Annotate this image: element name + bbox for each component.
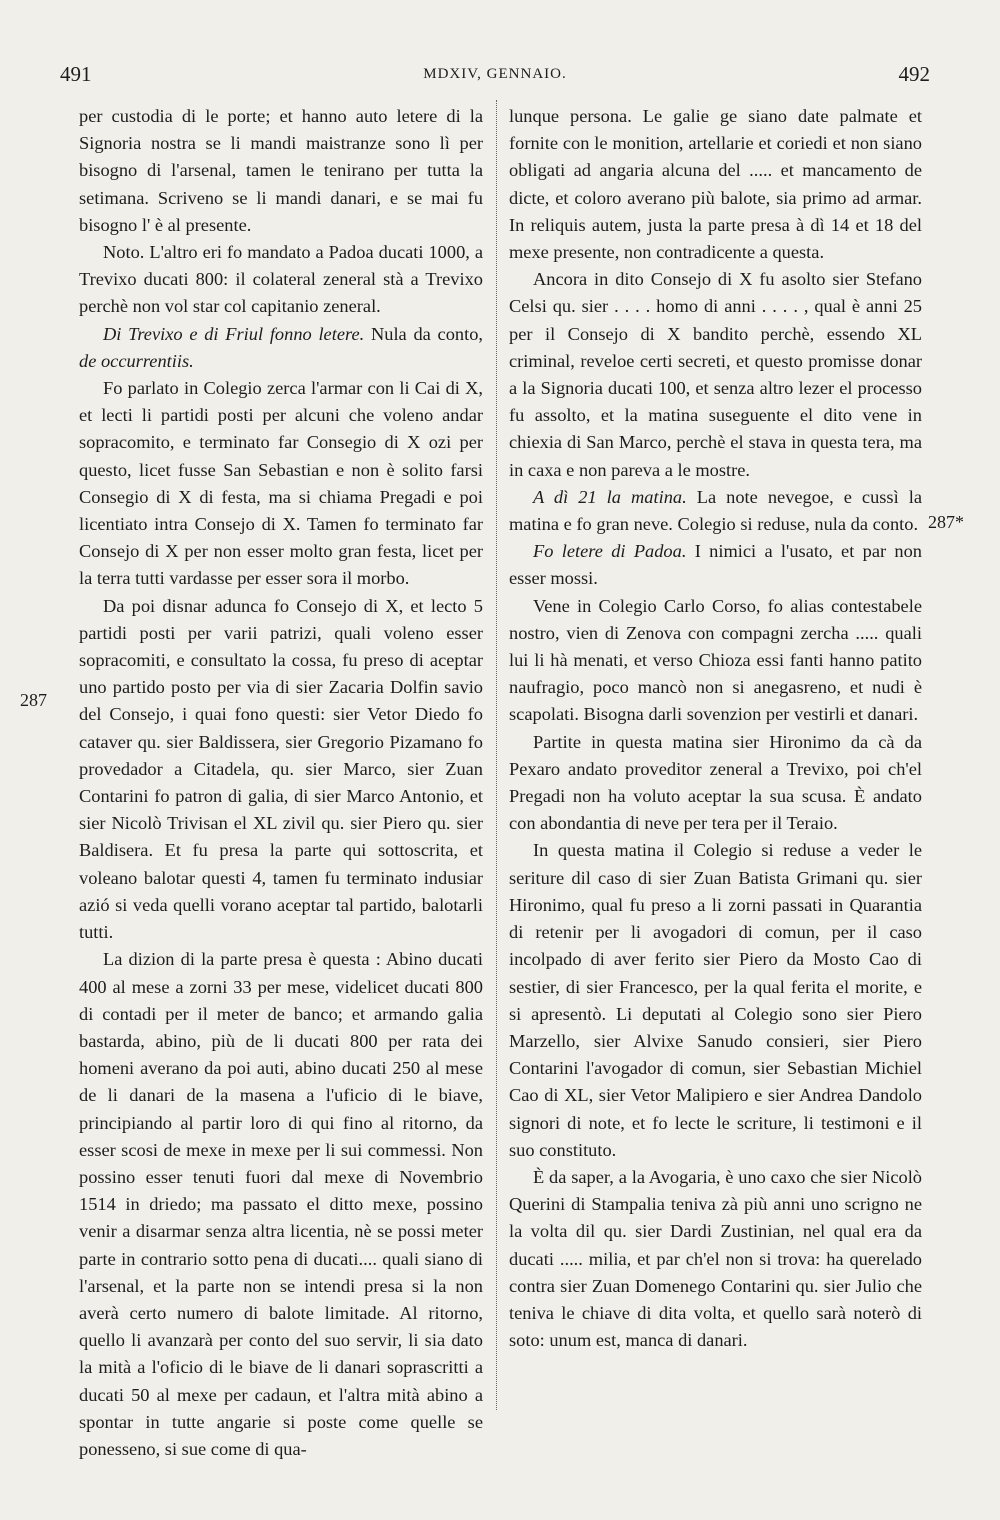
page-number-right: 492 bbox=[898, 62, 930, 86]
paragraph: Ancora in dito Consejo di X fu asolto sier Stefano Celsi qu. sier . . . . homo di anni . . . . , qual è anni 25 per il Consejo di X bandito perchè, essendo XL criminal, reveloe certi secreti, et questo promisse donar a la Signoria ducati 100, et senza altro lezer el processo fu assolto, et la matina suseguente el dito vene in chiexia di San Marco, perchè el stava in questa tera, ma in caxa e non pareva a le mostre. bbox=[509, 269, 922, 480]
paragraph-text: Nula da conto, bbox=[364, 323, 484, 344]
paragraph: Fo parlato in Colegio zerca l'armar con li Cai di X, et lecti li partidi posti per alcuni che voleno andar sopracomito, e terminato far Consegio di X ozi per questo, licet fusse San Sebastian e non è solito farsi Consegio di X di festa, ma si chiama Pregadi e poi licentiato intra Consejo di X. Tamen fo terminato far Consejo di X per non esser molto gran festa, licet per la terra tutti vardasse per esser sora il morbo. bbox=[79, 378, 483, 589]
page-header bbox=[60, 62, 930, 92]
paragraph-text: La note nevegoe, e cussì la matina e fo gran neve. Colegio si reduse, nula da conto. bbox=[509, 486, 922, 535]
paragraph: Da poi disnar adunca fo Consejo di X, et lecto 5 partidi posti per varii patrizi, quali voleno esser sopracomiti, e consultato la cossa, fu preso di aceptar uno partido posto per via di sier Zacaria Dolfin savio del Consejo, i quai fono questi: sier Vetor Diedo fo cataver qu. sier Baldissera, sier Gregorio Pizamano fo provedador a Citadela, qu. sier Marco, sier Zuan Contarini fo patron di galia, di sier Marco Antonio, et sier Nicolò Trivisan el XL zivil qu. sier Piero qu. sier Baldisera. Et fu presa la parte qui sottoscrita, et voleano balotar questi 4, tamen fu terminato indusiar azió si veda quelli vorano aceptar tal partido, balotarli tutti. bbox=[79, 595, 483, 943]
paragraph: Noto. L'altro eri fo mandato a Padoa ducati 1000, a Trevixo ducati 800: il colateral zeneral stà a Trevixo perchè non vol star col capitanio zeneral. bbox=[79, 242, 483, 317]
column-divider bbox=[496, 100, 497, 1410]
page-number-left: 491 bbox=[60, 62, 92, 86]
right-column bbox=[509, 103, 922, 1354]
paragraph-text: I nimici a l'usato, et par non esser mossi. bbox=[509, 541, 922, 589]
paragraph: per custodia di le porte; et hanno auto letere di la Signoria nostra se li mandi maistranze sono lì per bisogno di l'arsenal, tamen le tenirano per tutta la setimana. Scriveno se li mandi danari, e se mai fu bisogno l' è al presente. bbox=[79, 106, 483, 235]
margin-note-left: 287 bbox=[20, 690, 47, 710]
running-title: MDXIV, GENNAIO. bbox=[423, 66, 567, 82]
margin-note-right: 287* bbox=[928, 512, 964, 532]
paragraph: La dizion di la parte presa è questa : Abino ducati 400 al mese a zorni 33 per mese, videlicet ducati 800 di contadi per il meter de banco; et armando galia bastarda, abino, più de li ducati 800 per rata dei homeni averano da poi auti, abino ducati 250 al mese de li danari de la masena a l'uficio di le biave, principiando al partir loro di qui fino al ritorno, da esser scosi de mexe in mexe per li sui commessi. Non possino esser tenuti fuori dal mexe di Novembrio 1514 in driedo; ma passato el ditto mexe, possino venir a disarmar senza altra licentia, nè se possi meter parte in contrario sotto pena di ducati.... quali siano di l'arsenal, et la parte non se intendi presa si la non averà certo numero di balote limitade. Al ritorno, quello li avanzarà per conto del suo servir, li sia dato la mità a l'oficio di le biave de li danari soprascritti a ducati 50 al mexe per cadaun, et l'altra mità abino a spontar in tutte angarie si poste come quelle se ponesseno, si sue come di qua- bbox=[79, 949, 483, 1459]
paragraph: In questa matina il Colegio si reduse a veder le seriture dil caso di sier Zuan Batista Grimani qu. sier Hironimo, qual fu preso a li zorni passati in Quarantia di retenir per li avogadori di comun, per il caso incolpado di aver ferito sier Piero da Mosto Cao di sestier, di sier Francesco, per la qual ferita el morite, e si apresentò. Li deputati al Colegio sono sier Piero Marzello, sier Alvixe Sanudo consieri, sier Piero Contarini l'avogador di comun, sier Sebastian Michiel Cao di XL, sier Vetor Malipiero e sier Andrea Dandolo signori di note, et fo lecte le scriture, li testimoni e il suo constituto. bbox=[509, 840, 922, 1160]
italic-heading: Di Trevixo e di Friul fonno letere. bbox=[103, 323, 365, 344]
italic-phrase: de occurrentiis. bbox=[79, 350, 194, 371]
left-column bbox=[79, 103, 483, 1463]
paragraph: È da saper, a la Avogaria, è uno caxo che sier Nicolò Querini di Stampalia teniva zà più anni uno scrigno ne la volta dil qu. sier Dardi Zustinian, nel qual era da ducati ..... milia, et par ch'el non si trova: ha querelado contra sier Zuan Domenego Contarini qu. sier Julio che teniva le chiave di dita volta, et quello sarà noterò di soto: unum est, manca di danari. bbox=[509, 1166, 922, 1351]
paragraph bbox=[509, 538, 922, 592]
italic-heading: Fo letere di Padoa. bbox=[533, 541, 687, 562]
paragraph bbox=[509, 484, 922, 538]
italic-heading: A dì 21 la matina. bbox=[533, 486, 687, 507]
paragraph bbox=[79, 321, 483, 375]
paragraph: Vene in Colegio Carlo Corso, fo alias contestabele nostro, vien di Zenova con compagni zercha ..... quali lui li hà menati, et verso Chioza essi fanti hanno patito naufragio, poco mancò non si anegasreno, et nudi è scapolati. Bisogna darli sovenzion per vestirli et danari. bbox=[509, 595, 922, 725]
paragraph: Partite in questa matina sier Hironimo da cà da Pexaro andato proveditor zeneral a Trevixo, poi ch'el Pregadi non ha voluto aceptar la sua scusa. È andato con abondantia di neve per tera per il Teraio. bbox=[509, 731, 922, 834]
paragraph: lunque persona. Le galie ge siano date palmate et fornite con le monition, artellarie et coriedi et non siano obligati ad angaria alcuna del ..... et mancamento de dicte, et coloro averano più balote, sia primo ad armar. In reliquis autem, justa la parte presa à dì 14 et 18 del mexe presente, non contradicente a questa. bbox=[509, 106, 922, 263]
